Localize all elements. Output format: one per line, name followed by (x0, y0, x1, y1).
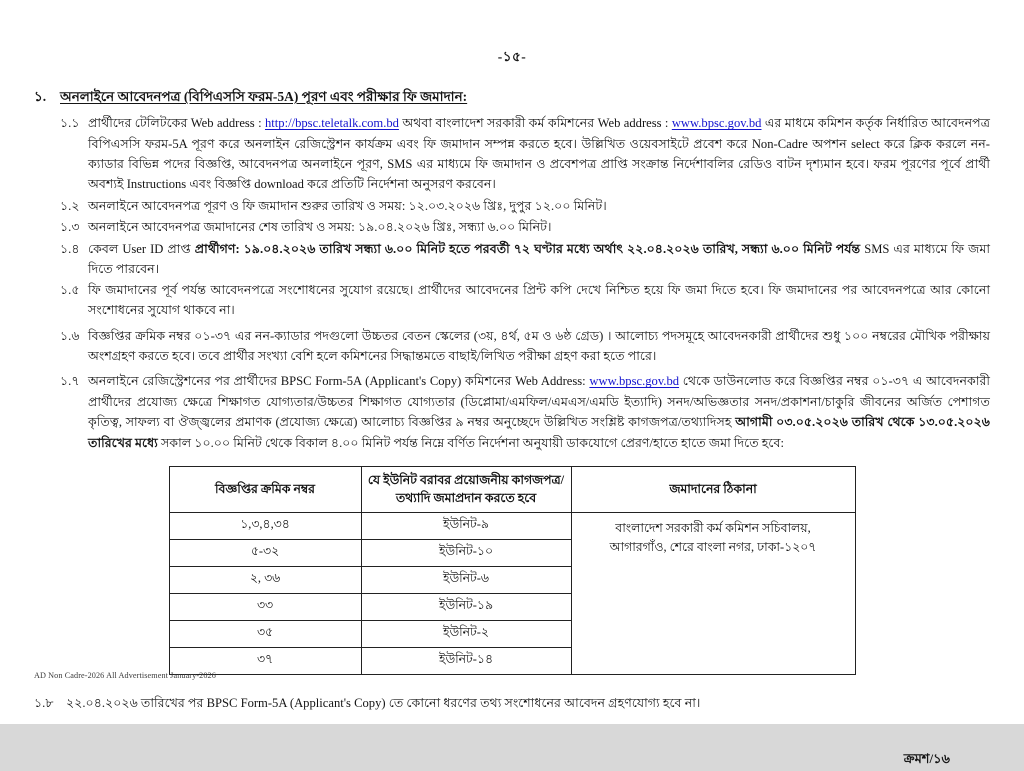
cell-address: বাংলাদেশ সরকারী কর্ম কমিশন সচিবালয়, আগারগাঁও, শেরে বাংলা নগর, ঢাকা-১২০৭ (571, 513, 855, 675)
body-text: করে প্রতিটি নির্দেশনা অনুসরণ করবেন। (303, 177, 496, 192)
latin-text: Non-Cadre (751, 136, 808, 151)
latin-text: Instructions (126, 177, 187, 192)
body-text: পূরণ করে অনলাইন রেজিস্ট্রেশন কার্যক্রম এবং ফি জমাদান সম্পন্ন করতে হবে। উল্লিখিত ওয়েবসাইটে প্রবেশ করে (187, 136, 752, 151)
table-row (169, 513, 855, 540)
clause-text (88, 371, 990, 453)
cell-unit: ইউনিট-১৪ (361, 648, 571, 675)
latin-text: Web address : (190, 116, 265, 131)
latin-text: User ID (122, 241, 164, 256)
clause-১.৪ (60, 239, 990, 279)
closing-clause-wrap (0, 693, 1024, 713)
cell-unit: ইউনিট-৯ (361, 513, 571, 540)
body-text: প্রাপ্ত (163, 241, 195, 256)
document-body (0, 69, 1024, 675)
cell-unit: ইউনিট-১০ (361, 540, 571, 567)
hyperlink[interactable]: http://bpsc.teletalk.com.bd (264, 116, 399, 131)
body-text: এর মাধ্যমে ফি জমা দিতে পারবেন। (88, 241, 991, 276)
clause-text (88, 239, 990, 279)
clause-number: ১.৬ (60, 328, 80, 343)
cell-serial: ৩৭ (169, 648, 361, 675)
continued-marker: ক্রমশ/১৬ (903, 750, 950, 766)
body-text: সকাল ১০.০০ মিনিট থেকে বিকাল ৪.০০ মিনিট পর্যন্ত নিম্নে বর্ণিত নির্দেশনা অনুযায়ী ডাকযোগে প্রেরণ/হাতে হাতে জমা দিতে হবে: (160, 435, 784, 450)
clause-number: ১.৮ (34, 696, 54, 711)
body-text: অপশন (807, 136, 852, 151)
body-text: থেকে ডাউনলোড করে বিজ্ঞপ্তির নম্বর ০১-৩৭ এ আবেদনকারী প্রার্থীদের প্রযোজ্য ক্ষেত্রে শিক্ষাগত যোগ্যতার/উচ্চতর শিক্ষাগত যোগ্যতার (ডিপ্লোমা/এমফিল/এমএস/এমডি ইত্যাদি) সনদ/অভিজ্ঞতার সনদ/প্রকাশনা/চাকুরি জীবনের অর্জিত পেশাগত কৃতিত্ব, সাফল্য বা ঔজ্জ্বলের প্রমাণক (প্রযোজ্য ক্ষেত্রে) আলোচ্য বিজ্ঞপ্তির ৯ নম্বর অনুচ্ছেদে উল্লিখিত সংশ্লিষ্ট কাগজপত্র/তথ্যাদিসহ (88, 374, 990, 430)
main-section-1 (34, 87, 990, 107)
clause-list (34, 113, 990, 453)
body-text: প্রার্থীদের টেলিটকের (88, 116, 191, 131)
latin-text: SMS (387, 157, 413, 172)
clause-১.৫ (60, 280, 990, 321)
clause-number: ১.৩ (60, 220, 80, 235)
hyperlink[interactable]: www.bpsc.gov.bd (671, 116, 762, 131)
cell-serial: ৩৫ (169, 621, 361, 648)
clause-text (66, 693, 990, 713)
body-text: অনলাইনে রেজিস্ট্রেশনের পর প্রার্থীদের (88, 374, 281, 389)
latin-text: download (254, 177, 304, 192)
latin-text: BPSC Form-5A (Applicant's Copy) (280, 374, 462, 389)
main-section-number: ১. (34, 89, 47, 104)
body-text: কমিশনের (461, 374, 516, 389)
body-text: বিজ্ঞপ্তির ক্রমিক নম্বর ০১-৩৭ এর নন-ক্যাডার পদগুলো উচ্চতর বেতন স্কেলের (৩য়, ৪র্থ, ৫ম ও ৬ষ্ঠ গ্রেড) । আলোচ্য পদসমূহে আবেদনকারী প্রার্থীদের শুধু ১০০ নম্বরের মৌখিক পরীক্ষায় অংশগ্রহণ করতে হবে। তবে প্রার্থীর সংখ্যা বেশি হলে কমিশনের সিদ্ধান্তমতে বাছাই/লিখিত পরীক্ষা গ্রহণ করা হতে পারে। (88, 328, 990, 364)
cell-unit: ইউনিট-২ (361, 621, 571, 648)
body-text: অনলাইনে আবেদনপত্র পূরণ ও ফি জমাদান শুরুর তারিখ ও সময়: ১২.০৩.২০২৬ খ্রিঃ, দুপুর ১২.০০ মিনিট। (88, 198, 607, 213)
clause-text (88, 196, 990, 216)
body-text: ফি জমাদানের পূর্ব পর্যন্ত আবেদনপত্রে সংশোধনের সুযোগ রয়েছে। প্রার্থীদের আবেদনের প্রিন্ট কপি দেখে নিশ্চিত হয়ে ফি জমা দিতে হবে। ফি জমাদানের পর আবেদনপত্রে আর কোনো সংশোধনের সুযোগ থাকবে না। (88, 282, 990, 318)
cell-serial: ২, ৩৬ (169, 567, 361, 594)
clause-number: ১.২ (60, 198, 80, 213)
body-text: অনলাইনে আবেদনপত্র জমাদানের শেষ তারিখ ও সময়: ১৯.০৪.২০২৬ খ্রিঃ, সন্ধ্যা ৬.০০ মিনিট। (88, 220, 552, 235)
table-header-row (169, 467, 855, 513)
cell-serial: ৩৩ (169, 594, 361, 621)
col-header-address: জমাদানের ঠিকানা (571, 467, 855, 513)
emphasis-text: প্রার্থীগণ: ১৯.০৪.২০২৬ তারিখ সন্ধ্যা ৬.০০ মিনিট হতে পরবর্তী ৭২ ঘণ্টার মধ্যে অর্থাৎ ২২.০৪.২০২৬ তারিখ, সন্ধ্যা ৬.০০ মিনিট পর্যন্ত (194, 241, 865, 256)
clause-১.৩ (60, 217, 990, 237)
body-text: ২২.০৪.২০২৬ তারিখের পর (66, 696, 207, 711)
document-footer-note: AD Non Cadre-2026 All Advertisement January-2026 (34, 671, 216, 680)
clause-১.৬ (60, 326, 990, 367)
clause-text (88, 326, 990, 367)
latin-text: Web address : (597, 116, 672, 131)
submission-table-head (169, 467, 855, 513)
clause-number: ১.৫ (60, 282, 80, 297)
submission-table-body (169, 513, 855, 675)
clause-number: ১.৪ (60, 241, 80, 256)
cell-serial: ১,৩,৪,৩৪ (169, 513, 361, 540)
submission-table (169, 466, 856, 675)
body-text: এর মাধমে কমিশন কর্তৃক নির্ধারিত আবেদনপত্র বিপিএসসি ফরম- (88, 116, 990, 151)
body-text: অথবা বাংলাদেশ সরকারী কর্ম কমিশনের (398, 116, 598, 131)
latin-text: BPSC Form-5A (Applicant's Copy) (206, 696, 386, 711)
emphasis-text: আগামী ০৩.০৫.২০২৬ তারিখ থেকে ১৩.০৫.২০২৬ তারিখের মধ্যে (88, 415, 990, 450)
clause-১.৮ (34, 693, 990, 713)
body-text: করে ক্লিক করলে নন-ক্যাডার বিভিন্ন পদের বিজ্ঞপ্তি, আবেদনপত্র অনলাইনে পূরণ, (88, 136, 990, 172)
clause-১.১ (60, 113, 990, 195)
body-text: এবং বিজ্ঞপ্তি (186, 177, 255, 192)
clause-১.৭ (60, 371, 990, 453)
latin-text: Web Address: (515, 374, 590, 389)
clause-text (88, 217, 990, 237)
cell-unit: ইউনিট-১৯ (361, 594, 571, 621)
body-text: কেবল (88, 241, 123, 256)
main-section-heading: অনলাইনে আবেদনপত্র (বিপিএসসি ফরম-5A) পূরণ এবং পরীক্ষার ফি জমাদান: (60, 89, 468, 104)
latin-text: 5A (172, 136, 188, 151)
latin-text: SMS (864, 241, 890, 256)
cell-serial: ৫-৩২ (169, 540, 361, 567)
clause-text (88, 280, 990, 321)
clause-number: ১.১ (60, 116, 80, 131)
page-number: -১৫- (497, 49, 527, 64)
body-text: এর মাধ্যমে ফি জমাদান ও প্রবেশপত্র প্রাপ্তি সংক্রান্ত নির্দেশাবলির রেডিও বাটন দৃশ্যমান হবে। ফরম পূরণের পূর্বে প্রার্থী অবশ্যই (88, 157, 990, 192)
cell-unit: ইউনিট-৬ (361, 567, 571, 594)
body-text: তে কোনো ধরণের তথ্য সংশোধনের আবেদন গ্রহণযোগ্য হবে না। (385, 696, 701, 711)
hyperlink[interactable]: www.bpsc.gov.bd (589, 374, 680, 389)
clause-number: ১.৭ (60, 374, 80, 389)
col-header-serial: বিজ্ঞপ্তির ক্রমিক নম্বর (169, 467, 361, 513)
clause-text (88, 113, 990, 195)
clause-১.২ (60, 196, 990, 216)
col-header-unit: যে ইউনিট বরাবর প্রয়োজনীয় কাগজপত্র/তথ্যাদি জমাপ্রদান করতে হবে (361, 467, 571, 513)
submission-table-wrap (34, 466, 990, 675)
latin-text: select (851, 136, 880, 151)
